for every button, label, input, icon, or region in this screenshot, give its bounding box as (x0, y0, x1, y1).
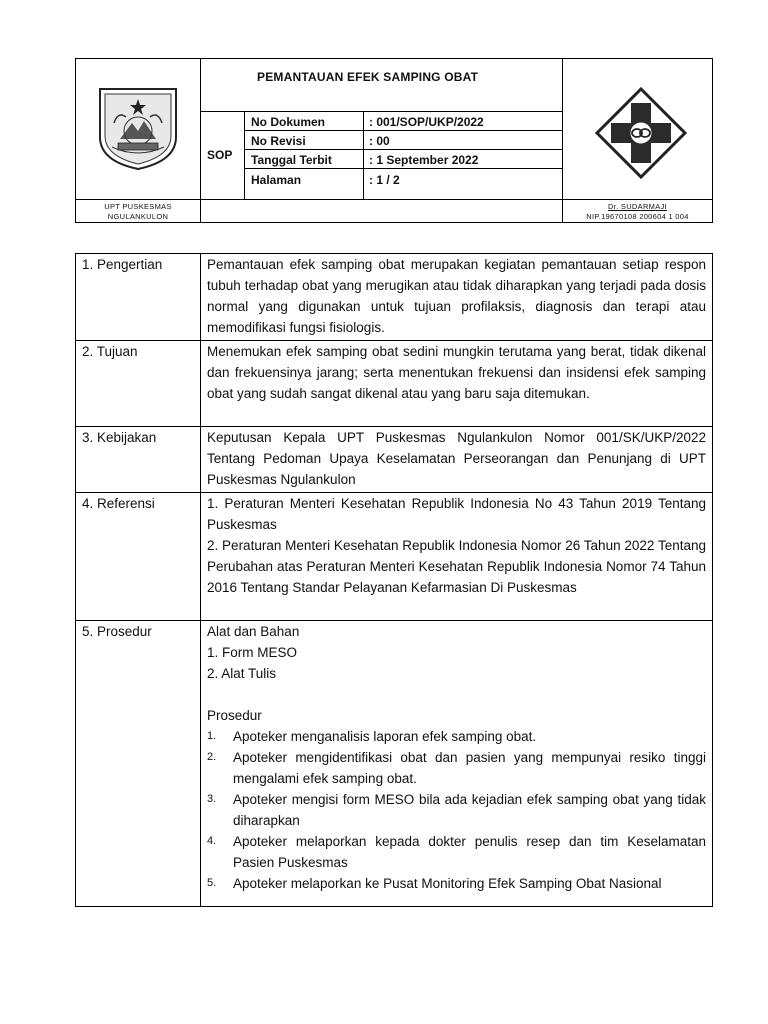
step-number: 3. (207, 793, 217, 805)
meta-value-no-dokumen: : 001/SOP/UKP/2022 (369, 115, 484, 129)
alat-item: 2. Alat Tulis (207, 666, 277, 681)
label-pengertian: 1. Pengertian (76, 254, 201, 341)
row-kebijakan (76, 427, 713, 493)
step-number: 5. (207, 877, 217, 889)
meta-value-no-revisi: : 00 (369, 134, 390, 148)
referensi-item: 1. Peraturan Menteri Kesehatan Republik Indonesia No 43 Tahun 2019 Tentang Puskesmas (207, 496, 706, 532)
alat-item: 1. Form MESO (207, 645, 298, 660)
prosedur-steps (207, 726, 706, 894)
label-prosedur: 5. Prosedur (76, 621, 201, 907)
regional-emblem-logo (94, 85, 182, 171)
prosedur-step (207, 747, 706, 789)
meta-label-no-dokumen: No Dokumen (251, 115, 326, 129)
step-text: Apoteker mengidentifikasi obat dan pasien yang mempunyai resiko tinggi mengalami efek samping obat. (233, 750, 706, 786)
sop-content-table (75, 253, 713, 907)
prosedur-step (207, 831, 706, 873)
step-number: 4. (207, 835, 217, 847)
puskesmas-logo (595, 87, 687, 179)
referensi-item: 2. Peraturan Menteri Kesehatan Republik Indonesia Nomor 26 Tahun 2022 Tentang Perubahan atas Peraturan Menteri Kesehatan Republik Indonesia Nomor 74 Tahun 2016 Tentang Standar Pelayanan Kefarmasian Di Puskesmas (207, 538, 706, 595)
cell-prosedur (201, 621, 713, 907)
row-pengertian (76, 254, 713, 341)
text-tujuan: Menemukan efek samping obat sedini mungkin terutama yang berat, tidak dikenal dan frekuensinya jarang; serta menentukan frekuensi dan insidensi efek samping obat yang sudah sangat dikenal atau yang baru saja ditemukan. (201, 341, 713, 427)
meta-label-halaman: Halaman (251, 173, 302, 187)
alat-heading: Alat dan Bahan (207, 624, 300, 639)
row-referensi (76, 493, 713, 621)
step-text: Apoteker melaporkan kepada dokter penulis resep dan tim Keselamatan Pasien Puskesmas (233, 834, 706, 870)
prosedur-step (207, 789, 706, 831)
step-number: 1. (207, 730, 217, 742)
step-text: Apoteker mengisi form MESO bila ada kejadian efek samping obat yang tidak diharapkan (233, 792, 706, 828)
prosedur-heading: Prosedur (207, 708, 262, 723)
row-tujuan (76, 341, 713, 427)
signer-name: Dr. SUDARMAJI (608, 202, 667, 211)
document-title: PEMANTAUAN EFEK SAMPING OBAT (257, 70, 479, 84)
label-referensi: 4. Referensi (76, 493, 201, 621)
text-pengertian: Pemantauan efek samping obat merupakan kegiatan pemantauan setiap respon tubuh terhadap obat yang merugikan atau tidak diharapkan yang terjadi pada dosis normal yang digunakan untuk tujuan profilaksis, diagnosis dan terapi atau memodifikasi fungsi fisiologis. (201, 254, 713, 341)
org-name-line1: UPT PUSKESMAS (104, 202, 172, 211)
sop-header (75, 58, 713, 223)
prosedur-step (207, 726, 706, 747)
text-kebijakan: Keputusan Kepala UPT Puskesmas Ngulankulon Nomor 001/SK/UKP/2022 Tentang Pedoman Upaya Keselamatan Perseorangan dan Penunjang di UPT Puskesmas Ngulankulon (201, 427, 713, 493)
org-name-line2: NGULANKULON (107, 212, 169, 221)
meta-value-halaman: : 1 / 2 (369, 173, 400, 187)
sop-label: SOP (207, 148, 233, 162)
step-text: Apoteker melaporkan ke Pusat Monitoring Efek Samping Obat Nasional (233, 876, 662, 891)
row-prosedur (76, 621, 713, 907)
meta-label-tanggal-terbit: Tanggal Terbit (251, 153, 332, 167)
meta-value-tanggal-terbit: : 1 September 2022 (369, 153, 479, 167)
signer-nip: NIP.19670108 200604 1 004 (586, 212, 689, 221)
prosedur-step (207, 873, 706, 894)
label-tujuan: 2. Tujuan (76, 341, 201, 427)
cell-referensi (201, 493, 713, 621)
step-number: 2. (207, 751, 217, 763)
meta-label-no-revisi: No Revisi (251, 134, 306, 148)
label-kebijakan: 3. Kebijakan (76, 427, 201, 493)
step-text: Apoteker menganalisis laporan efek samping obat. (233, 729, 537, 744)
